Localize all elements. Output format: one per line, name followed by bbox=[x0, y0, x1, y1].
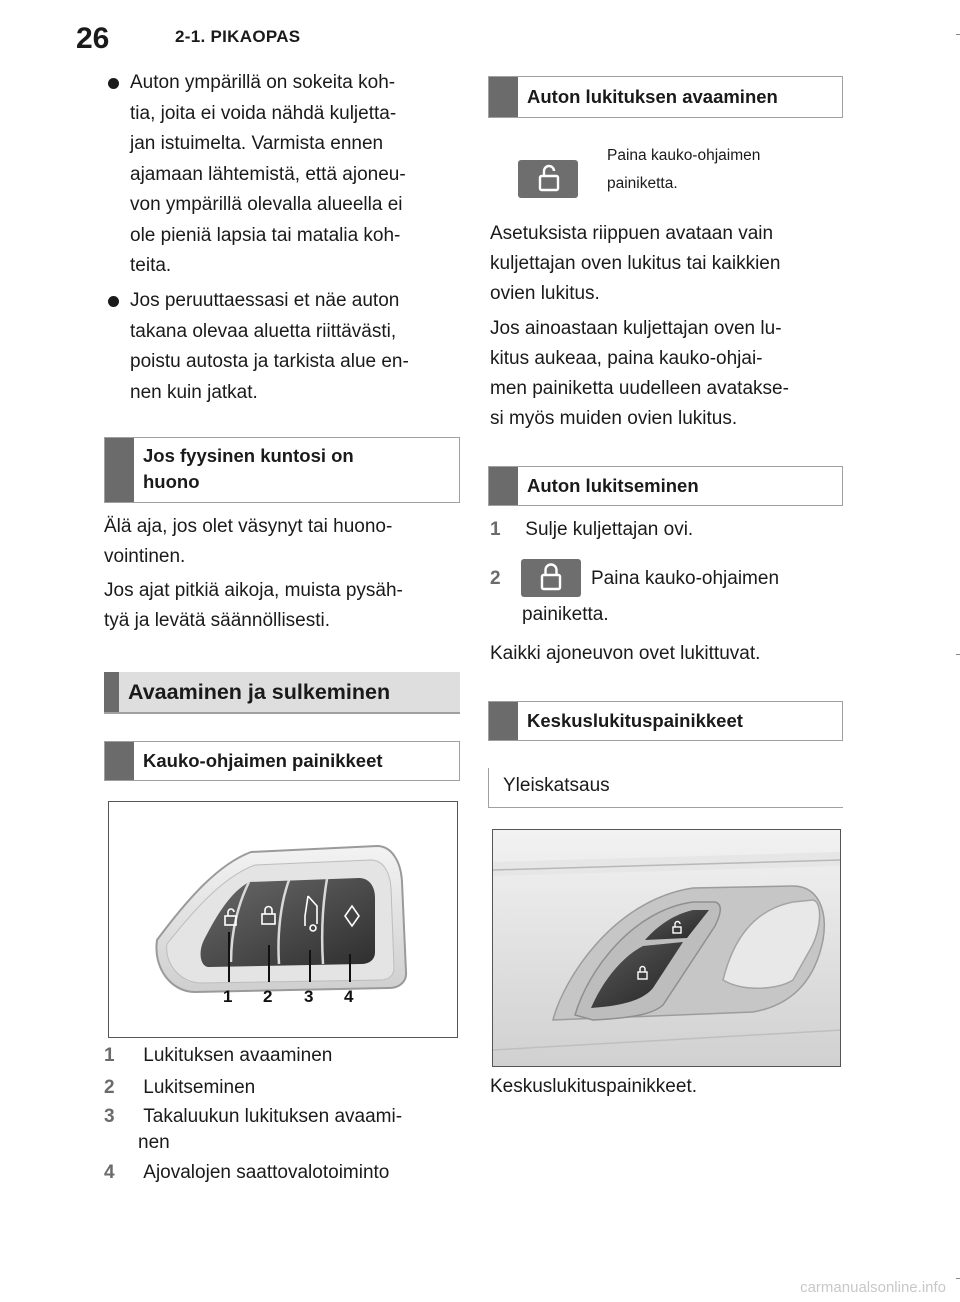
step-number: 1 bbox=[490, 519, 501, 540]
heading-text bbox=[143, 443, 451, 495]
item-text-continued: nen bbox=[138, 1132, 170, 1153]
heading-bar bbox=[489, 467, 518, 505]
para-line: kuljettajan oven lukitus tai kaikkien bbox=[490, 253, 781, 274]
central-locking-caption: Keskuslukituspainikkeet. bbox=[490, 1076, 697, 1097]
heading-text: Avaaminen ja sulkeminen bbox=[128, 680, 391, 704]
bullet-line: Auton ympärillä on sokeita koh- bbox=[130, 72, 396, 93]
bullet-line: poistu autosta ja tarkista alue en- bbox=[130, 351, 409, 372]
step-text: Sulje kuljettajan ovi. bbox=[525, 519, 694, 540]
item-number: 1 bbox=[104, 1045, 115, 1066]
heading-unlocking bbox=[488, 76, 843, 118]
lock-step-2-text-continued: painiketta. bbox=[522, 604, 609, 625]
item-text: Lukitseminen bbox=[143, 1077, 256, 1098]
bullet-line: Jos peruuttaessasi et näe auton bbox=[130, 290, 400, 311]
item-number: 3 bbox=[104, 1106, 115, 1127]
heading-bar bbox=[105, 742, 134, 780]
bullet-line: jan istuimelta. Varmista ennen bbox=[130, 133, 384, 154]
bullet-line: teita. bbox=[130, 255, 172, 276]
bullet-line: tia, joita ei voida nähdä kuljetta- bbox=[130, 102, 397, 124]
heading-text: Auton lukitseminen bbox=[527, 475, 699, 496]
remote-list-item-1 bbox=[104, 1043, 332, 1069]
paragraph-tired bbox=[104, 512, 460, 572]
key-fob-illustration bbox=[109, 802, 458, 1038]
para-line: vointinen. bbox=[104, 546, 186, 567]
heading-central-locking bbox=[488, 701, 843, 741]
bullet-line: von ympärillä olevalla alueella ei bbox=[130, 194, 403, 215]
unlock-button-icon bbox=[518, 160, 578, 198]
item-text: Ajovalojen saattovalotoiminto bbox=[143, 1162, 390, 1183]
hint-line: painiketta. bbox=[607, 175, 678, 192]
heading-bar bbox=[489, 702, 518, 740]
para-line: men painiketta uudelleen avatakse- bbox=[490, 378, 789, 399]
heading-line: Jos fyysinen kuntosi on bbox=[143, 445, 354, 466]
bullet-line: takana olevaa aluetta riittävästi, bbox=[130, 320, 397, 342]
remote-list-item-4 bbox=[104, 1160, 389, 1186]
para-line: kitus aukeaa, paina kauko-ohjai- bbox=[490, 348, 763, 369]
callout-2: 2 bbox=[263, 987, 273, 1006]
chapter-title: 2-1. PIKAOPAS bbox=[175, 27, 301, 46]
remote-list-item-3 bbox=[104, 1104, 402, 1156]
lock-step-2-text: Paina kauko-ohjaimen bbox=[591, 568, 780, 589]
crop-mark bbox=[956, 34, 960, 35]
para-line: si myös muiden ovien lukitus. bbox=[490, 408, 738, 429]
heading-text: Keskuslukituspainikkeet bbox=[527, 710, 743, 731]
heading-line: huono bbox=[143, 471, 200, 492]
lock-result: Kaikki ajoneuvon ovet lukittuvat. bbox=[490, 643, 761, 664]
lock-button-icon bbox=[521, 559, 581, 597]
callout-1: 1 bbox=[223, 987, 233, 1006]
unlock-icon bbox=[518, 160, 578, 198]
footer-watermark: carmanualsonline.info bbox=[800, 1279, 946, 1296]
item-text: Takaluukun lukituksen avaami- bbox=[143, 1106, 403, 1127]
para-line: Asetuksista riippuen avataan vain bbox=[490, 223, 774, 244]
callout-3: 3 bbox=[304, 987, 314, 1006]
bullet-line: ajamaan lähtemistä, että ajoneu- bbox=[130, 163, 406, 185]
overview-subheading bbox=[488, 768, 843, 808]
callout-4: 4 bbox=[344, 987, 354, 1006]
bullet-blind-spots bbox=[104, 68, 486, 282]
item-number: 4 bbox=[104, 1162, 115, 1183]
bullet-reversing bbox=[104, 286, 486, 408]
crop-mark bbox=[956, 654, 960, 655]
key-fob-figure bbox=[108, 801, 458, 1038]
para-line: Älä aja, jos olet väsynyt tai huono- bbox=[104, 516, 393, 537]
lock-step-2 bbox=[490, 566, 508, 592]
lock-icon bbox=[521, 559, 581, 597]
paragraph-rest bbox=[104, 576, 460, 636]
lock-step-1 bbox=[490, 517, 693, 543]
paragraph-driver-door bbox=[490, 314, 846, 434]
item-number: 2 bbox=[104, 1077, 115, 1098]
overview-text: Yleiskatsaus bbox=[503, 775, 610, 796]
crop-mark bbox=[956, 1278, 960, 1279]
item-text: Lukituksen avaaminen bbox=[143, 1045, 333, 1066]
heading-bar bbox=[104, 672, 119, 712]
heading-physical-condition bbox=[104, 437, 460, 503]
bullet-line: ole pieniä lapsia tai matalia koh- bbox=[130, 224, 401, 246]
step-number: 2 bbox=[490, 568, 501, 589]
door-panel-illustration bbox=[493, 830, 841, 1067]
remote-list-item-2 bbox=[104, 1075, 255, 1101]
heading-locking bbox=[488, 466, 843, 506]
page-number: 26 bbox=[76, 22, 110, 55]
para-line: ovien lukitus. bbox=[490, 283, 600, 304]
heading-text: Kauko-ohjaimen painikkeet bbox=[143, 750, 383, 771]
paragraph-settings bbox=[490, 219, 846, 309]
heading-bar bbox=[489, 77, 518, 117]
heading-bar bbox=[105, 438, 134, 502]
hint-line: Paina kauko-ohjaimen bbox=[607, 147, 761, 164]
heading-remote-buttons bbox=[104, 741, 460, 781]
bullet-line: nen kuin jatkat. bbox=[130, 381, 258, 403]
para-line: Jos ainoastaan kuljettajan oven lu- bbox=[490, 318, 782, 339]
para-line: Jos ajat pitkiä aikoja, muista pysäh- bbox=[104, 580, 403, 601]
heading-text: Auton lukituksen avaaminen bbox=[527, 86, 778, 107]
main-heading-opening-closing bbox=[104, 672, 460, 714]
unlock-hint bbox=[607, 142, 837, 198]
para-line: tyä ja levätä säännöllisesti. bbox=[104, 610, 331, 631]
central-locking-figure bbox=[492, 829, 841, 1067]
